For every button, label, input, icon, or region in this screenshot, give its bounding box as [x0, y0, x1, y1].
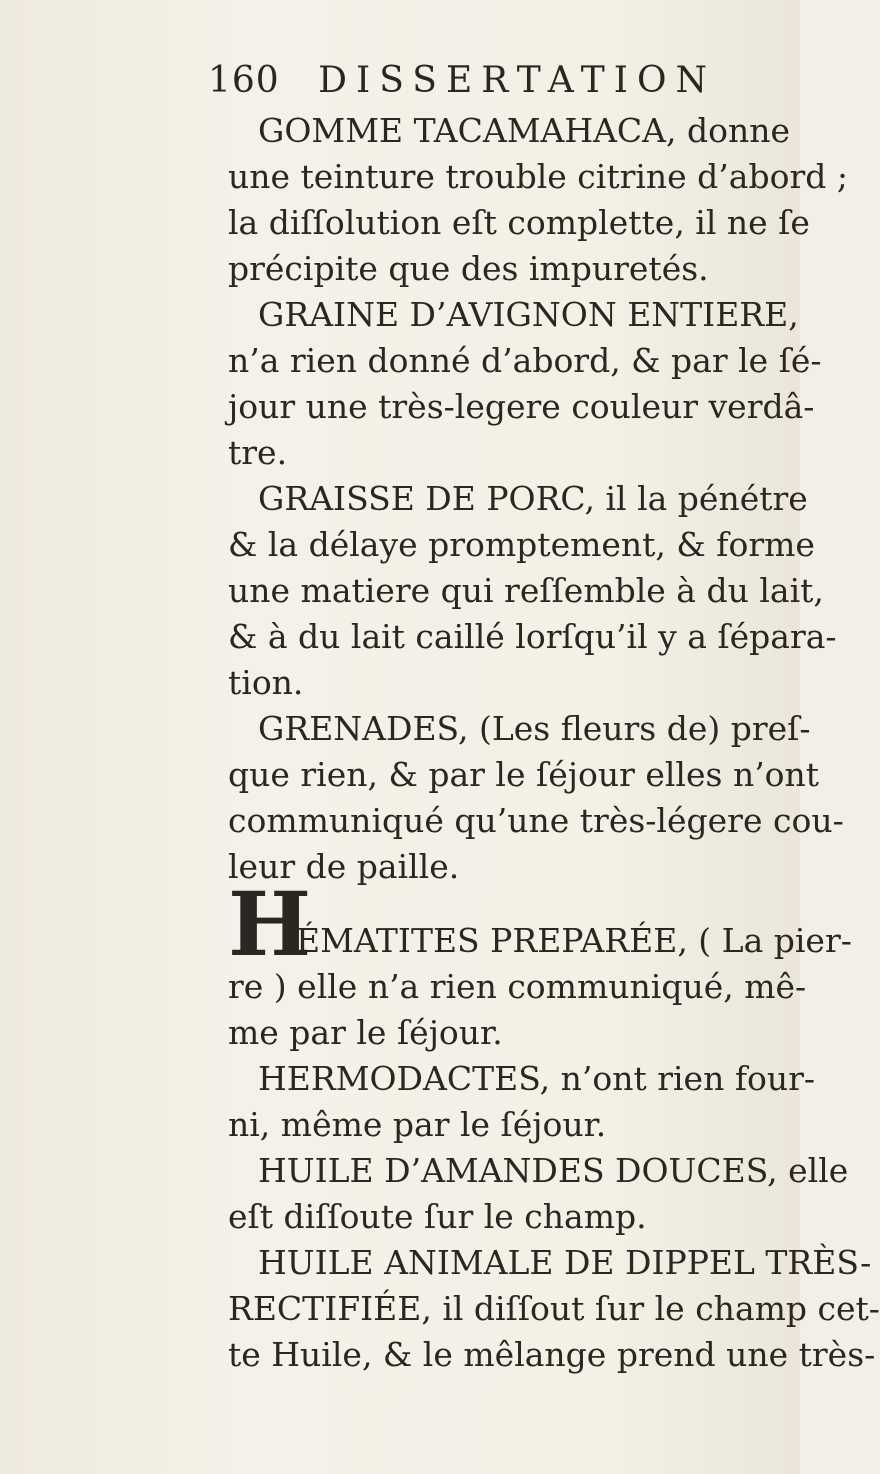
- text-line: HERMODACTES, n’ont rien four-: [258, 1059, 816, 1098]
- entry-hematites: [228, 872, 852, 1056]
- entry-hermodactes: [228, 1056, 816, 1148]
- text-line-content: ÉMATITES PREPARÉE, ( La pier-: [296, 921, 852, 960]
- entry-graine-avignon: [228, 292, 822, 476]
- drop-cap: H: [228, 872, 312, 976]
- text-line: précipite que des impuretés.: [228, 249, 709, 288]
- text-line: leur de paille.: [228, 847, 460, 886]
- entry-huile-amandes: [228, 1148, 849, 1240]
- text-line: & la délaye promptement, & forme: [228, 525, 815, 564]
- text-line: GRAISSE DE PORC, il la pénétre: [258, 479, 808, 518]
- text-line: te Huile, & le mêlange prend une très-: [228, 1335, 876, 1374]
- text-line: communiqué qu’une très-légere cou-: [228, 801, 844, 840]
- entry-grenades: [228, 706, 844, 890]
- text-line: tion.: [228, 663, 304, 702]
- text-line: GOMME TACAMAHACA, donne: [258, 111, 791, 150]
- text-line: la diſſolution eſt complette, il ne ſe: [228, 203, 810, 242]
- text-line: une teinture trouble citrine d’abord ;: [228, 157, 848, 196]
- page-number: 160: [208, 60, 280, 101]
- entry-huile-dippel: [228, 1240, 880, 1378]
- text-line: GRAINE D’AVIGNON ENTIERE,: [258, 295, 799, 334]
- entry-graisse-porc: [228, 476, 837, 706]
- text-line: & à du lait caillé lorſqu’il y a ſépara-: [228, 617, 837, 656]
- text-line: HUILE ANIMALE DE DIPPEL TRÈS-: [258, 1243, 872, 1282]
- text-line: tre.: [228, 433, 288, 472]
- text-line: ni, même par le ſéjour.: [228, 1105, 607, 1144]
- text-line: une matiere qui reſſemble à du lait,: [228, 571, 824, 610]
- text-line: n’a rien donné d’abord, & par le ſé-: [228, 341, 822, 380]
- text-line: que rien, & par le ſéjour elles n’ont: [228, 755, 820, 794]
- text-line: HUILE D’AMANDES DOUCES, elle: [258, 1151, 849, 1190]
- body-text: [228, 108, 880, 1378]
- text-line: jour une très-legere couleur verdâ-: [228, 387, 815, 426]
- text-line: RECTIFIÉE, il diſſout ſur le champ cet-: [228, 1289, 880, 1328]
- text-line: [228, 872, 852, 976]
- text-line: GRENADES, (Les fleurs de) preſ-: [258, 709, 811, 748]
- entry-gomme-tacamahaca: [228, 108, 848, 292]
- text-line: me par le ſéjour.: [228, 1013, 503, 1052]
- running-header: [208, 60, 716, 101]
- text-line: eſt diſſoute ſur le champ.: [228, 1197, 647, 1236]
- text-line: re ) elle n’a rien communiqué, mê-: [228, 967, 807, 1006]
- running-title: DISSERTATION: [318, 60, 717, 101]
